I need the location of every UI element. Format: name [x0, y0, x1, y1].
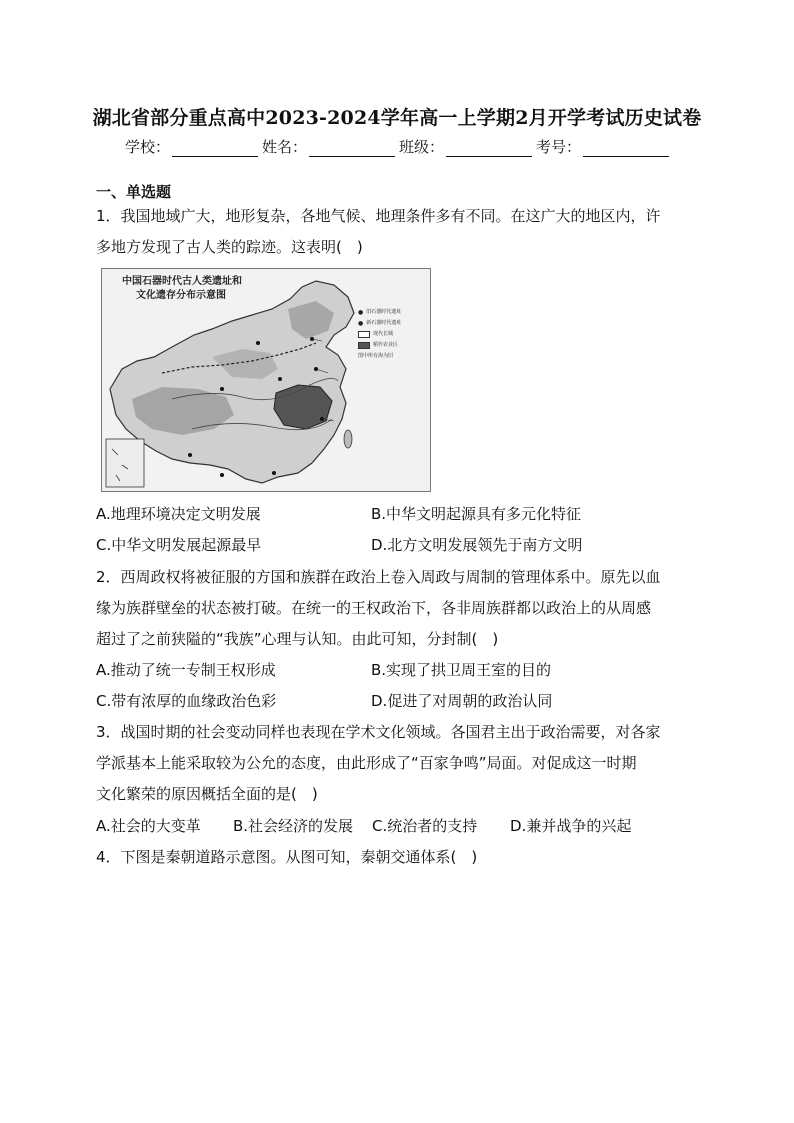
- map-title-line1: 中国石器时代古人类遗址和: [122, 276, 242, 287]
- q1-option-b[interactable]: B.中华文明起源具有多元化特征: [371, 505, 582, 523]
- q1-stem-line1: 1．我国地域广大，地形复杂，各地气候、地理条件多有不同。在这广大的地区内，许: [96, 207, 661, 225]
- school-blank: [172, 140, 258, 157]
- class-field: [399, 136, 532, 157]
- q3-stem-line2: 学派基本上能采取较为公允的态度，由此形成了“百家争鸣”局面。对促成这一时期: [96, 754, 637, 772]
- q1-option-c[interactable]: C.中华文明发展起源最早: [96, 536, 262, 554]
- class-label: 班级：: [399, 138, 445, 156]
- q2-stem-line2: 缘为族群壁垒的状态被打破。在统一的王权政治下，各非周族群都以政治上的从周感: [96, 599, 652, 617]
- name-label: 姓名：: [261, 138, 307, 156]
- map-title: [122, 275, 242, 303]
- exam-number-label: 考号：: [536, 138, 582, 156]
- legend-swatch-icon: [358, 331, 370, 338]
- q2-option-b[interactable]: B.实现了拱卫周王室的目的: [371, 661, 552, 679]
- q3-stem-line1: 3．战国时期的社会变动同样也表现在学术文化领域。各国君主出于政治需要，对各家: [96, 723, 661, 741]
- exam-number-blank: [583, 140, 669, 157]
- section-heading: 一、单选题: [96, 183, 172, 201]
- q2-option-c[interactable]: C.带有浓厚的血缘政治色彩: [96, 692, 277, 710]
- q1-option-a[interactable]: A.地理环境决定文明发展: [96, 505, 261, 523]
- legend-swatch-icon: [358, 342, 370, 349]
- legend-dot-icon: ●: [358, 320, 364, 327]
- class-blank: [446, 140, 532, 157]
- legend-item-paleolithic: ● 旧石器时代遗址: [358, 309, 402, 316]
- map-title-line2: 文化遗存分布示意图: [136, 290, 226, 301]
- exam-number-field: [536, 136, 669, 157]
- legend-item-neolithic: ● 新石器时代遗址: [358, 320, 402, 327]
- school-label: 学校：: [124, 138, 170, 156]
- exam-title: 湖北省部分重点高中2023-2024学年高一上学期2月开学考试历史试卷: [92, 107, 702, 129]
- q2-option-a[interactable]: A.推动了统一专制王权形成: [96, 661, 276, 679]
- q4-stem-line1: 4．下图是秦朝道路示意图。从图可知，秦朝交通体系( ): [96, 848, 478, 866]
- legend-item-rice: 稻作农业区: [358, 340, 426, 351]
- q1-option-d[interactable]: D.北方文明发展领先于南方文明: [371, 536, 583, 554]
- name-field: [262, 136, 395, 157]
- legend-item-great-wall: 现代长城: [358, 329, 426, 340]
- student-info-row: [0, 136, 794, 157]
- school-field: [125, 136, 258, 157]
- q3-option-c[interactable]: C.统治者的支持: [372, 817, 478, 835]
- legend-item-note: 图中所有海为旧: [358, 353, 394, 359]
- stone-age-sites-map: [101, 268, 431, 492]
- q2-option-d[interactable]: D.促进了对周朝的政治认同: [371, 692, 553, 710]
- q1-stem-line2: 多地方发现了古人类的踪迹。这表明( ): [96, 238, 363, 256]
- map-legend: [358, 307, 426, 362]
- name-blank: [309, 140, 395, 157]
- q3-stem-line3: 文化繁荣的原因概括全面的是( ): [96, 785, 318, 803]
- q2-stem-line3: 超过了之前狭隘的“我族”心理与认知。由此可知，分封制( ): [96, 630, 499, 648]
- legend-dot-icon: ●: [358, 309, 364, 316]
- q3-option-a[interactable]: A.社会的大变革: [96, 817, 201, 835]
- q2-stem-line1: 2．西周政权将被征服的方国和族群在政治上卷入周政与周制的管理体系中。原先以血: [96, 568, 661, 586]
- q3-option-b[interactable]: B.社会经济的发展: [233, 817, 354, 835]
- q3-option-d[interactable]: D.兼并战争的兴起: [510, 817, 632, 835]
